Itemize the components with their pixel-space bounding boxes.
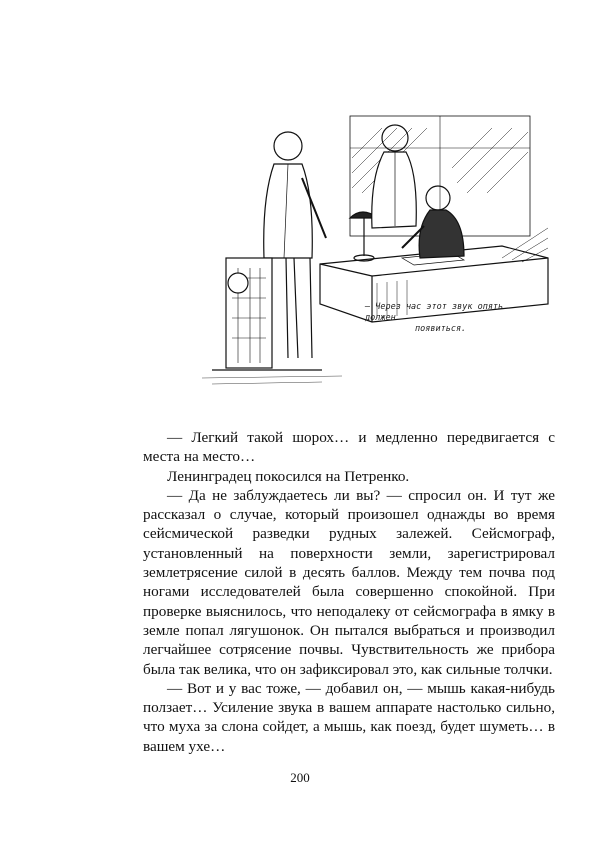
illustration-laboratory-scene xyxy=(202,108,550,390)
caption-line-1: — Через час этот звук опять должен xyxy=(365,302,504,323)
paragraph-2: Ленинградец покосился на Петренко. xyxy=(167,467,410,485)
caption-line-2: появиться. xyxy=(415,324,467,334)
paragraph-3: — Да не заблуждаетесь ли вы? — спросил он. И тут же рассказал о случае, который произошел однажды во время сейсмической разведки рудных залежей. Сейсмограф, установленный на поверхности земли, зарегистрировал землетрясение силой в десять баллов. Между тем почва под ногами исследователей была совершенно спокойной. При проверке выяснилось, что неподалеку от сейсмографа в ямку в земле попал лягушонок. Он пытался выбраться и производил легчайшее сотрясение почвы. Чувствительность же прибора была так велика, что он зафиксировал это, как сильные толчки. xyxy=(143,486,555,678)
body-text xyxy=(143,428,555,756)
paragraph-1: — Легкий такой шорох… и медленно передвигается с места на место… xyxy=(143,429,555,466)
paragraph-4: — Вот и у вас тоже, — добавил он, — мышь какая-нибудь ползает… Усиление звука в вашем аппарате настолько сильно, что муха за слона сойдет, а мышь, как поезд, будет шуметь… в вашем ухе… xyxy=(143,679,555,755)
illustration-caption xyxy=(365,302,535,335)
page-number: 200 xyxy=(290,770,310,785)
